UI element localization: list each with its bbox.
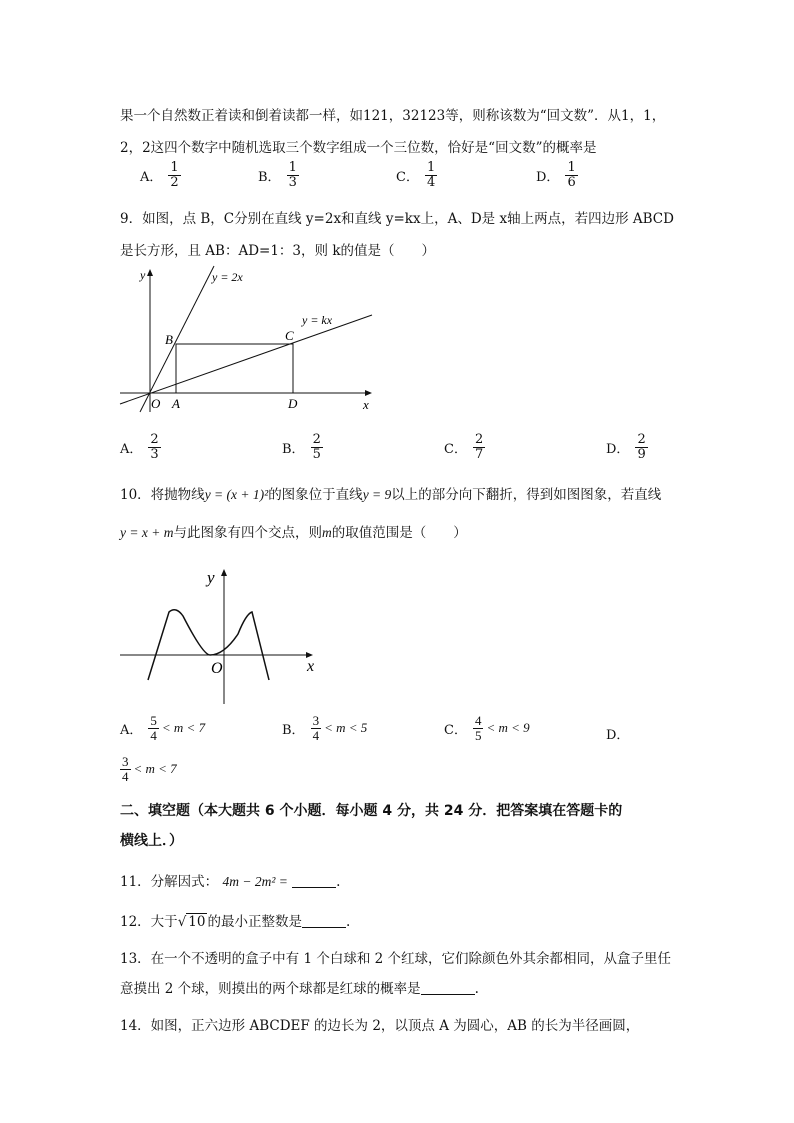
denominator: 4	[150, 727, 157, 743]
fraction	[287, 161, 299, 189]
line-y-2x	[140, 266, 214, 412]
radicand: 10	[188, 914, 206, 930]
numerator: 1	[170, 160, 179, 175]
denominator: 7	[474, 446, 484, 462]
q9-figure	[110, 262, 390, 422]
axis-label-x: x	[363, 397, 369, 412]
option-label: C．	[396, 169, 419, 185]
numerator: 5	[150, 713, 157, 728]
line-label-y-2x: y = 2x	[212, 270, 243, 284]
q14-text-line1: 14．如图，正六边形 ABCDEF 的边长为 2，以顶点 A 为圆心，AB 的长为半径画圆，	[120, 1018, 640, 1034]
point-label-a: A	[172, 396, 180, 411]
q8-option-c	[396, 161, 437, 189]
fraction	[148, 433, 160, 461]
denominator: 9	[637, 446, 646, 462]
option-label: B．	[258, 169, 281, 185]
q10-option-c	[444, 714, 530, 742]
q10-text-line2	[120, 521, 467, 541]
answer-blank	[302, 915, 346, 928]
inequality	[473, 714, 530, 742]
option-label: D．	[606, 728, 630, 743]
line-label-y-kx: y = kx	[302, 313, 333, 327]
section-heading-line1: 二、填空题（本大题共 6 个小题．每小题 4 分，共 24 分．把答案填在答题卡的	[120, 803, 623, 819]
q10-figure	[110, 562, 330, 712]
point-label-b: B	[165, 332, 173, 347]
origin-label: O	[151, 396, 161, 411]
fraction	[425, 161, 437, 189]
option-label: D．	[536, 169, 560, 185]
option-label: A．	[140, 169, 163, 185]
q13-suffix: .	[474, 981, 479, 997]
inequality-rest: < m < 7	[161, 720, 206, 736]
inequality	[311, 714, 368, 742]
fraction	[473, 433, 485, 461]
denominator: 2	[170, 174, 179, 190]
section-heading-line2: 横线上．）	[120, 833, 183, 849]
q10-text-d: 与此图象有四个交点，则	[173, 525, 322, 541]
fraction	[120, 755, 131, 783]
fraction	[148, 714, 159, 742]
denominator: 5	[474, 727, 482, 743]
option-label: D．	[606, 441, 630, 457]
q13-text-line2	[120, 977, 479, 997]
q10-option-d	[120, 755, 177, 783]
fraction	[168, 161, 180, 189]
x-axis-arrow	[365, 390, 372, 396]
q11-suffix: .	[336, 874, 341, 890]
numerator: 3	[122, 754, 129, 769]
numerator: 1	[426, 160, 436, 175]
axis-label-y: y	[140, 268, 146, 282]
q10-equation-line: y = 9	[362, 487, 392, 502]
denominator: 4	[426, 174, 436, 190]
q12-prefix: 12．大于	[120, 914, 178, 930]
q13-text-line1: 13．在一个不透明的盒子中有 1 个白球和 2 个红球，它们除颜色外其余都相同，从盒子里任	[120, 951, 672, 967]
option-label: B．	[282, 441, 305, 457]
numerator: 2	[474, 432, 484, 447]
denominator: 4	[312, 727, 320, 743]
denominator: 5	[312, 446, 321, 462]
inequality	[120, 755, 177, 783]
numerator: 1	[288, 160, 297, 175]
q8-option-d	[536, 161, 578, 189]
denominator: 3	[150, 446, 159, 462]
option-label: B．	[282, 722, 305, 738]
origin-label: O	[211, 660, 223, 677]
q10-text-a: 10．将抛物线	[120, 487, 205, 503]
q10-text-line1	[120, 483, 661, 503]
fraction	[311, 714, 322, 742]
folded-parabola-curve	[148, 610, 269, 680]
numerator: 1	[567, 160, 576, 175]
answer-blank	[421, 982, 475, 995]
q11-expression: 4m − 2m² =	[222, 874, 288, 889]
q8-option-b	[258, 161, 299, 189]
inequality	[148, 714, 205, 742]
option-label: C．	[444, 722, 467, 738]
q9-text-line2: 是长方形，且 AB：AD=1：3，则 k的值是（ ）	[120, 243, 435, 259]
fraction	[565, 161, 577, 189]
axis-label-y: y	[207, 568, 215, 587]
fraction	[311, 433, 323, 461]
q12-suffix: .	[345, 914, 351, 930]
numerator: 2	[312, 432, 321, 447]
q10-text-b: 的图象位于直线	[268, 487, 363, 503]
numerator: 4	[474, 713, 482, 728]
fraction	[635, 433, 647, 461]
q9-option-a	[120, 433, 161, 461]
denominator: 4	[122, 768, 129, 784]
q10-option-a	[120, 714, 205, 742]
q10-option-d-label	[606, 724, 629, 743]
y-axis-arrow	[147, 269, 153, 276]
fraction	[473, 714, 484, 742]
q10-equation-parabola: y = (x + 1)²	[204, 487, 269, 502]
q10-equation-yxm: y = x + m	[120, 525, 174, 540]
point-label-d: D	[288, 396, 298, 411]
y-axis-arrow	[221, 569, 227, 576]
radical-sign: √	[177, 914, 187, 930]
q9-option-b	[282, 433, 323, 461]
q12-middle: 的最小正整数是	[207, 914, 302, 930]
q10-option-b	[282, 714, 367, 742]
q11-text	[120, 870, 340, 890]
q8-text-line1: 果一个自然数正着读和倒着读都一样，如121，32123等，则称该数为“回文数”．从1，1，	[120, 108, 666, 124]
axis-label-x: x	[307, 658, 315, 675]
square-root	[178, 913, 208, 930]
inequality-rest: < m < 5	[324, 720, 368, 736]
option-label: C．	[444, 441, 467, 457]
q10-text-c: 以上的部分向下翻折，得到如图图象，若直线	[391, 487, 662, 503]
denominator: 6	[567, 174, 576, 190]
q8-text-line2: 2，2这四个数字中随机选取三个数字组成一个三位数，恰好是“回文数”的概率是	[120, 140, 597, 156]
q10-variable-m: m	[321, 525, 332, 540]
q13-line2: 意摸出 2 个球，则摸出的两个球都是红球的概率是	[120, 981, 421, 997]
rectangle-abcd	[176, 344, 293, 393]
numerator: 3	[312, 713, 320, 728]
option-label: A．	[120, 441, 143, 457]
numerator: 2	[637, 432, 646, 447]
q9-option-d	[606, 433, 648, 461]
q12-text	[120, 910, 350, 930]
q9-text-line1: 9．如图，点 B，C分别在直线 y=2x和直线 y=kx上，A、D是 x轴上两点，若四边形 ABCD	[120, 211, 674, 227]
q8-option-a	[140, 161, 181, 189]
denominator: 3	[288, 174, 297, 190]
q10-text-e: 的取值范围是（ ）	[331, 525, 467, 541]
option-label: A．	[120, 722, 143, 738]
q11-prefix: 11．分解因式：	[120, 874, 219, 890]
numerator: 2	[150, 432, 159, 447]
inequality-rest: < m < 7	[133, 761, 177, 777]
q9-option-c	[444, 433, 485, 461]
inequality-rest: < m < 9	[486, 720, 530, 736]
line-y-kx	[120, 315, 372, 404]
answer-blank	[292, 875, 336, 888]
point-label-c: C	[285, 328, 294, 343]
